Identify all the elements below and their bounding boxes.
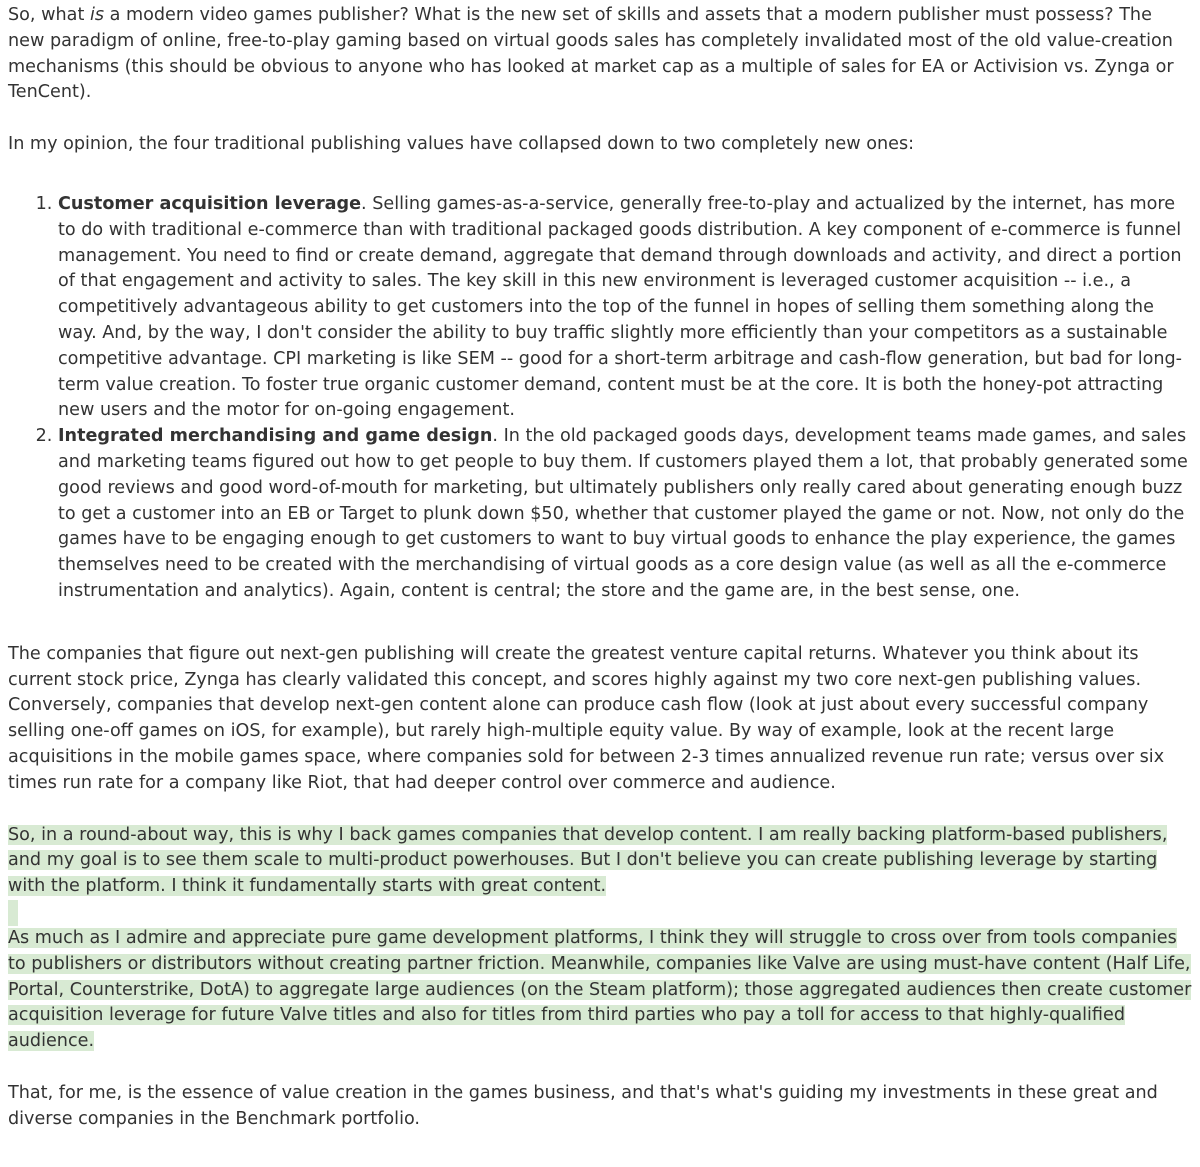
highlighted-paragraph-content [8, 823, 1193, 900]
list-item-body: . In the old packaged goods days, development teams made games, and sales and marketing teams figured out how to get people to buy them. If customers played them a lot, that probably generated some good reviews and good word-of-mouth for marketing, but ultimately publishers only really cared about generating enough buzz to get a customer into an EB or Target to plunk down $50, whether that customer played the game or not. Now, not only do the games have to be engaging enough to get customers to want to buy virtual goods to enhance the play experience, the games themselves need to be created with the merchandising of virtual goods as a core design value (as well as all the e-commerce instrumentation and analytics). Again, content is central; the store and the game are, in the best sense, one. [58, 426, 1188, 601]
highlight-gap [8, 900, 18, 926]
paragraph-spacer [8, 1055, 1193, 1081]
list-item [58, 192, 1193, 424]
closing-paragraph: That, for me, is the essence of value creation in the games business, and that's what's guiding my investments in these great and diverse companies in the Benchmark portfolio. [8, 1082, 1158, 1129]
list-item-title: Integrated merchandising and game design [58, 426, 493, 447]
highlighted-text: As much as I admire and appreciate pure game development platforms, I think they will struggle to cross over from tools companies to publishers or distributors without creating partner friction. Meanwhile, companies like Valve are using must-have content (Half Life, Portal, Counterstrike, DotA) to aggregate large audiences (on the Steam platform); those aggregated audiences then create customer acquisition leverage for future Valve titles and also for titles from third parties who pay a toll for access to that highly-qualified audience. [8, 927, 1192, 1052]
paragraph-spacer [8, 797, 1193, 823]
publishing-values-list [8, 192, 1193, 605]
highlighted-paragraph-platforms [8, 926, 1193, 1055]
list-spacer-bottom [8, 605, 1193, 642]
paragraph-spacer [8, 106, 1193, 132]
intro-paragraph [8, 3, 1193, 106]
highlighted-text: So, in a round-about way, this is why I back games companies that develop content. I am really backing platform-based publishers, and my goal is to see them scale to multi-product powerhouses. But I don't believe you can create publishing leverage by starting with the platform. I think it fundamentally starts with great content. [8, 824, 1168, 897]
intro-text-end: a modern video games publisher? What is the new set of skills and assets that a modern publisher must possess? The new paradigm of online, free-to-play gaming based on virtual goods sales has completely invalidated most of the old value-creation mechanisms (this should be obvious to anyone who has looked at market cap as a multiple of sales for EA or Activision vs. Zynga or TenCent). [8, 5, 1174, 103]
article-body [8, 3, 1193, 1132]
list-item [58, 424, 1193, 605]
list-item-body: . Selling games-as-a-service, generally free-to-play and actualized by the internet, has more to do with traditional e-commerce than with traditional packaged goods distribution. A key component of e-commerce is funnel management. You need to find or create demand, aggregate that demand through downloads and activity, and direct a portion of that engagement and activity to sales. The key skill in this new environment is leveraged customer acquisition -- i.e., a competitively advantageous ability to get customers into the top of the funnel in hopes of selling them something along the way. And, by the way, I don't consider the ability to buy traffic slightly more efficiently than your competitors as a sustainable competitive advantage. CPI marketing is like SEM -- good for a short-term arbitrage and cash-flow generation, but bad for long-term value creation. To foster true organic customer demand, content must be at the core. It is both the honey-pot attracting new users and the motor for on-going engagement. [58, 193, 1183, 421]
opinion-paragraph: In my opinion, the four traditional publishing values have collapsed down to two completely new ones: [8, 134, 915, 155]
intro-text-start: So, what [8, 5, 90, 25]
intro-emphasis: is [89, 5, 104, 25]
returns-paragraph: The companies that figure out next-gen publishing will create the greatest venture capital returns. Whatever you think about its current stock price, Zynga has clearly validated this concept, and scores highly against my two core next-gen publishing values. Conversely, companies that develop next-gen content alone can produce cash flow (look at just about every successful company selling one-off games on iOS, for example), but rarely high-multiple equity value. By way of example, look at the recent large acquisitions in the mobile games space, where companies sold for between 2-3 times annualized revenue run rate; versus over six times run rate for a company like Riot, that had deeper control over commerce and audience. [8, 643, 1165, 793]
list-item-title: Customer acquisition leverage [58, 193, 362, 214]
list-spacer-top [8, 158, 1193, 192]
